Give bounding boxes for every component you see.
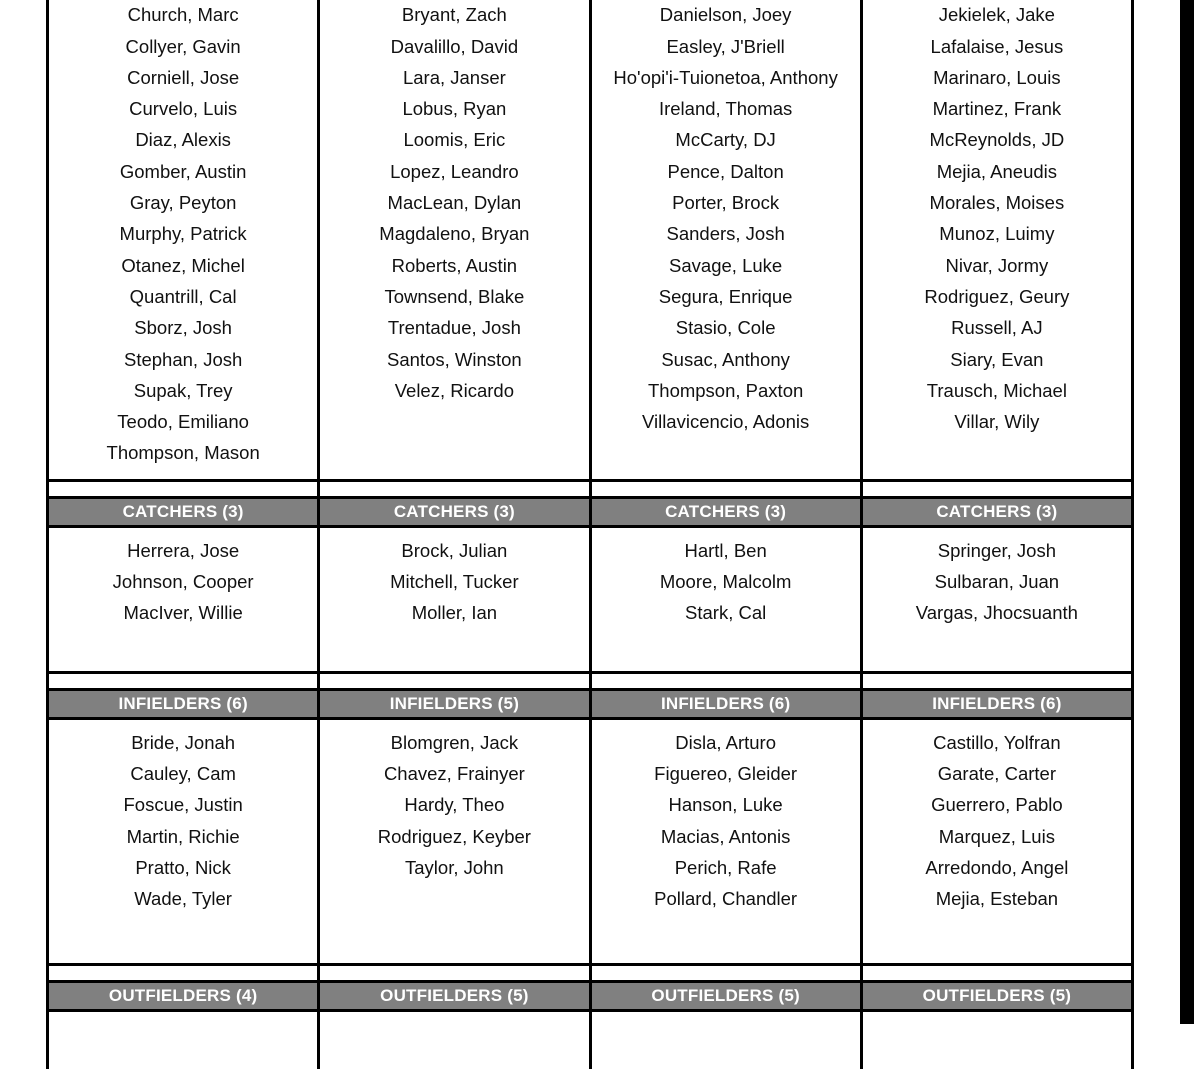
pitchers-cell-3 <box>590 0 861 480</box>
roster-table-wrapper <box>46 0 1131 1069</box>
player-name: Cauley, Cam <box>130 763 236 785</box>
player-name: Figuereo, Gleider <box>654 763 798 785</box>
spacer-cell <box>48 672 319 689</box>
catchers-header-cell-3 <box>590 497 861 526</box>
pitchers-cell-4 <box>861 0 1132 480</box>
player-name: Moore, Malcolm <box>659 571 792 593</box>
player-name: Bride, Jonah <box>131 731 236 753</box>
player-name: Moller, Ian <box>411 602 498 624</box>
infielders-name-list-1 <box>49 720 317 963</box>
player-name: Morales, Moises <box>929 192 1065 214</box>
outfielders-row <box>48 1010 1133 1069</box>
section-header-label: CATCHERS (3) <box>665 501 787 521</box>
outfielders-cell-1 <box>48 1010 319 1069</box>
section-header-label: CATCHERS (3) <box>393 501 515 521</box>
player-name: Teodo, Emiliano <box>117 411 249 433</box>
player-name: Easley, J'Briell <box>666 35 785 57</box>
catchers-header-cell-1 <box>48 497 319 526</box>
player-name: Foscue, Justin <box>123 794 243 816</box>
player-name: Otanez, Michel <box>121 254 245 276</box>
player-name: Trausch, Michael <box>926 379 1067 401</box>
player-name: Velez, Ricardo <box>394 379 515 401</box>
player-name: Stasio, Cole <box>675 317 776 339</box>
player-name: Munoz, Luimy <box>939 223 1055 245</box>
spacer-row-catchers-infielders <box>48 672 1133 689</box>
catchers-name-list-4 <box>863 528 1131 671</box>
pitchers-name-list-1 <box>49 0 317 479</box>
player-name: Brock, Julian <box>401 539 508 561</box>
spacer-cell <box>590 480 861 497</box>
outfielders-header-cell-3 <box>590 981 861 1010</box>
section-header-label: OUTFIELDERS (5) <box>922 985 1072 1005</box>
player-name: Martin, Richie <box>126 825 240 847</box>
player-name: Curvelo, Luis <box>129 98 238 120</box>
pitchers-row <box>48 0 1133 480</box>
player-name: Garate, Carter <box>937 763 1056 785</box>
spacer-cell <box>590 964 861 981</box>
spacer-cell <box>319 672 590 689</box>
infielders-cell-2 <box>319 718 590 964</box>
spacer-cell <box>48 480 319 497</box>
player-name: Perich, Rafe <box>674 856 777 878</box>
infielders-header-cell-2 <box>319 689 590 718</box>
spacer-cell <box>319 480 590 497</box>
player-name: Murphy, Patrick <box>119 223 247 245</box>
pitchers-name-list-2 <box>320 0 588 416</box>
player-name: Mitchell, Tucker <box>390 571 519 593</box>
right-bleed-bar <box>1180 0 1194 1024</box>
player-name: Magdaleno, Bryan <box>379 223 530 245</box>
outfielders-name-list-2 <box>320 1012 588 1069</box>
player-name: MacLean, Dylan <box>387 192 522 214</box>
player-name: Martinez, Frank <box>932 98 1062 120</box>
catchers-cell-3 <box>590 526 861 672</box>
player-name: Lara, Janser <box>402 66 506 88</box>
spacer-row-infielders-outfielders <box>48 964 1133 981</box>
player-name: Thompson, Paxton <box>647 379 804 401</box>
player-name: Church, Marc <box>127 4 239 26</box>
spacer-cell <box>861 672 1132 689</box>
player-name: Arredondo, Angel <box>925 856 1069 878</box>
outfielders-cell-2 <box>319 1010 590 1069</box>
player-name: Disla, Arturo <box>675 731 776 753</box>
player-name: Porter, Brock <box>672 192 780 214</box>
player-name: Townsend, Blake <box>384 285 525 307</box>
catchers-header-cell-2 <box>319 497 590 526</box>
section-header-label: INFIELDERS (5) <box>389 693 520 713</box>
player-name: Taylor, John <box>405 856 504 878</box>
player-name: Segura, Enrique <box>658 285 793 307</box>
player-name: Danielson, Joey <box>659 4 792 26</box>
catchers-cell-2 <box>319 526 590 672</box>
player-name: Mejia, Aneudis <box>936 160 1058 182</box>
player-name: Diaz, Alexis <box>135 129 231 151</box>
player-name: Sborz, Josh <box>134 317 232 339</box>
infielders-cell-1 <box>48 718 319 964</box>
outfielders-name-list-4 <box>863 1012 1131 1069</box>
player-name: MacIver, Willie <box>123 602 243 624</box>
player-name: Roberts, Austin <box>391 254 518 276</box>
outfielders-header-row <box>48 981 1133 1010</box>
section-header-label: CATCHERS (3) <box>936 501 1058 521</box>
player-name: Ireland, Thomas <box>658 98 793 120</box>
player-name: Rodriguez, Keyber <box>377 825 531 847</box>
pitchers-cell-1 <box>48 0 319 480</box>
player-name: Quantrill, Cal <box>129 285 237 307</box>
infielders-row <box>48 718 1133 964</box>
outfielders-name-list-1 <box>49 1012 317 1069</box>
spacer-cell <box>861 480 1132 497</box>
player-name: McCarty, DJ <box>675 129 776 151</box>
player-name: Pence, Dalton <box>667 160 784 182</box>
catchers-name-list-2 <box>320 528 588 671</box>
player-name: Castillo, Yolfran <box>933 731 1061 753</box>
player-name: Jekielek, Jake <box>938 4 1055 26</box>
catchers-cell-1 <box>48 526 319 672</box>
player-name: Lopez, Leandro <box>390 160 519 182</box>
player-name: Marinaro, Louis <box>933 66 1061 88</box>
player-name: Ho'opi'i-Tuionetoa, Anthony <box>613 66 838 88</box>
player-name: Gomber, Austin <box>119 160 247 182</box>
infielders-name-list-3 <box>592 720 860 963</box>
player-name: Herrera, Jose <box>127 539 240 561</box>
player-name: Supak, Trey <box>133 379 233 401</box>
infielders-header-cell-3 <box>590 689 861 718</box>
player-name: Trentadue, Josh <box>387 317 521 339</box>
catchers-header-cell-4 <box>861 497 1132 526</box>
player-name: Vargas, Jhocsuanth <box>915 602 1078 624</box>
player-name: Hartl, Ben <box>684 539 767 561</box>
outfielders-header-cell-1 <box>48 981 319 1010</box>
infielders-header-cell-1 <box>48 689 319 718</box>
player-name: Siary, Evan <box>950 348 1044 370</box>
outfielders-cell-4 <box>861 1010 1132 1069</box>
player-name: Lafalaise, Jesus <box>930 35 1064 57</box>
player-name: Nivar, Jormy <box>945 254 1049 276</box>
pitchers-name-list-4 <box>863 0 1131 447</box>
section-header-label: INFIELDERS (6) <box>932 693 1062 713</box>
player-name: Guerrero, Pablo <box>931 794 1063 816</box>
player-name: Sanders, Josh <box>666 223 785 245</box>
player-name: Stephan, Josh <box>123 348 243 370</box>
player-name: Villar, Wily <box>954 411 1040 433</box>
outfielders-cell-3 <box>590 1010 861 1069</box>
player-name: Corniell, Jose <box>127 66 240 88</box>
infielders-header-row <box>48 689 1133 718</box>
player-name: Gray, Peyton <box>129 192 237 214</box>
player-name: Bryant, Zach <box>401 4 507 26</box>
player-name: Blomgren, Jack <box>390 731 519 753</box>
section-header-label: INFIELDERS (6) <box>660 693 791 713</box>
infielders-cell-3 <box>590 718 861 964</box>
spacer-cell <box>319 964 590 981</box>
player-name: Springer, Josh <box>937 539 1056 561</box>
player-name: Wade, Tyler <box>134 888 232 910</box>
catchers-name-list-3 <box>592 528 860 671</box>
player-name: Pollard, Chandler <box>654 888 798 910</box>
player-name: Lobus, Ryan <box>402 98 507 120</box>
pitchers-cell-2 <box>319 0 590 480</box>
player-name: Hardy, Theo <box>404 794 505 816</box>
player-name: Villavicencio, Adonis <box>641 411 810 433</box>
player-name: Sulbaran, Juan <box>934 571 1060 593</box>
section-header-label: INFIELDERS (6) <box>118 693 248 713</box>
infielders-name-list-2 <box>320 720 588 963</box>
pitchers-name-list-3 <box>592 0 860 447</box>
player-name: Stark, Cal <box>685 602 767 624</box>
spacer-cell <box>861 964 1132 981</box>
player-name: Marquez, Luis <box>938 825 1055 847</box>
spacer-cell <box>590 672 861 689</box>
infielders-header-cell-4 <box>861 689 1132 718</box>
player-name: Russell, AJ <box>951 317 1043 339</box>
infielders-name-list-4 <box>863 720 1131 963</box>
spacer-row-pitchers-catchers <box>48 480 1133 497</box>
player-name: Mejia, Esteban <box>935 888 1059 910</box>
player-name: Davalillo, David <box>390 35 519 57</box>
catchers-name-list-1 <box>49 528 317 671</box>
player-name: McReynolds, JD <box>929 129 1065 151</box>
player-name: Johnson, Cooper <box>112 571 254 593</box>
player-name: Macias, Antonis <box>660 825 791 847</box>
player-name: Hanson, Luke <box>668 794 783 816</box>
player-name: Pratto, Nick <box>135 856 231 878</box>
outfielders-header-cell-2 <box>319 981 590 1010</box>
infielders-cell-4 <box>861 718 1132 964</box>
player-name: Collyer, Gavin <box>125 35 241 57</box>
player-name: Chavez, Frainyer <box>383 763 525 785</box>
section-header-label: OUTFIELDERS (4) <box>108 985 258 1005</box>
catchers-row <box>48 526 1133 672</box>
player-name: Susac, Anthony <box>661 348 790 370</box>
catchers-cell-4 <box>861 526 1132 672</box>
player-name: Thompson, Mason <box>106 442 260 464</box>
outfielders-header-cell-4 <box>861 981 1132 1010</box>
catchers-header-row <box>48 497 1133 526</box>
section-header-label: OUTFIELDERS (5) <box>380 985 529 1005</box>
section-header-label: OUTFIELDERS (5) <box>651 985 800 1005</box>
section-header-label: CATCHERS (3) <box>122 501 244 521</box>
roster-table <box>46 0 1134 1069</box>
player-name: Savage, Luke <box>669 254 783 276</box>
player-name: Rodriguez, Geury <box>924 285 1070 307</box>
spacer-cell <box>48 964 319 981</box>
player-name: Loomis, Eric <box>403 129 506 151</box>
player-name: Santos, Winston <box>387 348 522 370</box>
outfielders-name-list-3 <box>592 1012 860 1069</box>
